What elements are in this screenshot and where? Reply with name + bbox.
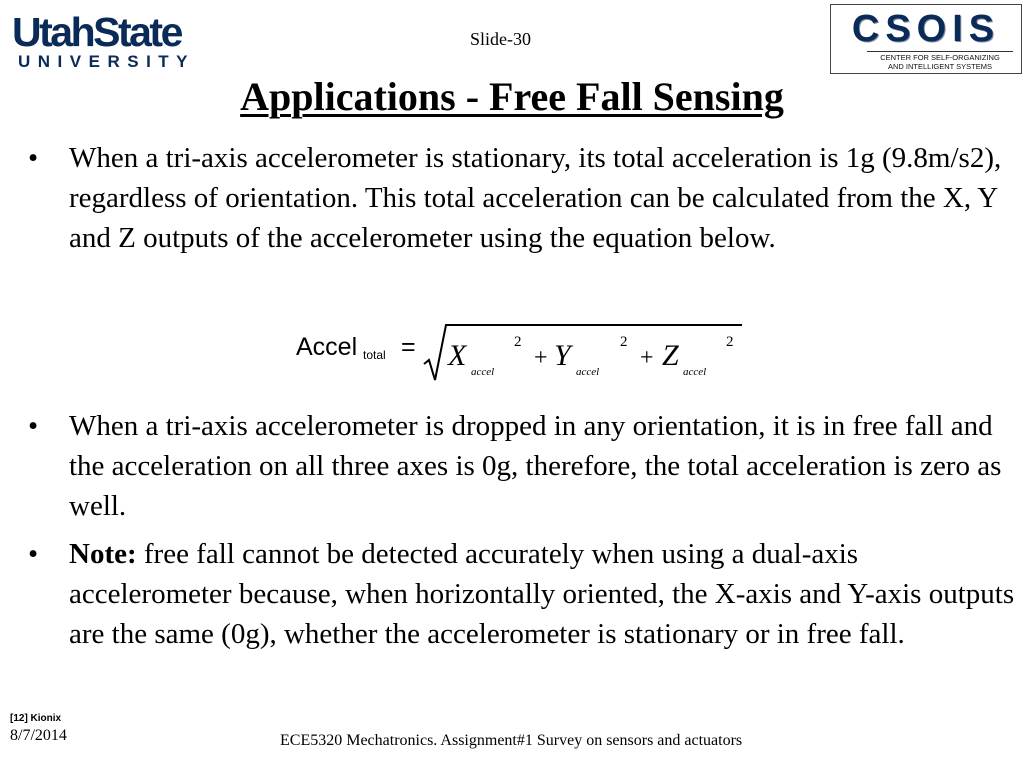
equation-z-subscript: accel [683, 366, 707, 378]
equation-z-exponent: 2 [726, 334, 734, 350]
csois-logo-wordmark: CSOIS [851, 8, 1001, 50]
equation-lhs: Accel [296, 333, 358, 361]
equation-y-exponent: 2 [620, 334, 628, 350]
footer-reference: [12] Kionix [10, 713, 62, 724]
bullet-text: When a tri-axis accelerometer is dropped in any orientation, it is in free fall and the acceleration on all three axes is 0g, therefore, the total acceleration is zero as well. [69, 410, 1002, 522]
equation-x-subscript: accel [471, 366, 495, 378]
footer-course: ECE5320 Mechatronics. Assignment#1 Survey on sensors and actuators [280, 732, 743, 749]
equation-z: Z [662, 339, 679, 372]
equation-lhs-subscript: total [363, 348, 386, 362]
csois-logo [830, 4, 1022, 74]
csois-logo-subtitle [867, 51, 1013, 71]
csois-logo-line2: AND INTELLIGENT SYSTEMS [887, 62, 993, 71]
note-label: Note: [69, 538, 137, 570]
bullet-note [28, 534, 1018, 654]
slide-title-text: Applications - Free Fall Sensing [240, 74, 784, 119]
equation-plus-1: + [534, 345, 548, 371]
bullet-marker: • [28, 538, 39, 570]
usu-logo [12, 9, 202, 74]
equation-plus-2: + [640, 345, 654, 371]
slide-title [0, 72, 1024, 122]
bullet-note-body [69, 534, 1018, 654]
usu-logo-subtitle: UNIVERSITY [18, 52, 196, 71]
equation-equals: = [401, 333, 416, 361]
bullet-text: When a tri-axis accelerometer is stationary, its total acceleration is 1g (9.8m/s2), regardless of orientation. This total acceleration can be calculated from the X, Y and Z outputs of the accelerometer using the equation below. [69, 142, 1002, 254]
equation-y-subscript: accel [576, 366, 600, 378]
csois-logo-line1: CENTER FOR SELF-ORGANIZING [880, 53, 1000, 62]
equation-y: Y [554, 339, 571, 372]
total-acceleration-equation [296, 320, 746, 385]
bullet-marker: • [28, 410, 39, 442]
usu-logo-wordmark: UtahState [12, 9, 181, 55]
bullet-stationary [28, 138, 1018, 258]
bullet-marker: • [28, 142, 39, 174]
equation-x: X [448, 339, 467, 372]
slide-number: Slide-30 [470, 29, 531, 49]
equation-x-exponent: 2 [514, 334, 522, 350]
bullet-text: free fall cannot be detected accurately when using a dual-axis accelerometer because, when horizontally oriented, the X-axis and Y-axis outputs are the same (0g), whether the accelerometer is stationary or in free fall. [69, 538, 1015, 650]
footer-date: 8/7/2014 [10, 727, 67, 744]
bullet-dropped [28, 406, 1018, 526]
